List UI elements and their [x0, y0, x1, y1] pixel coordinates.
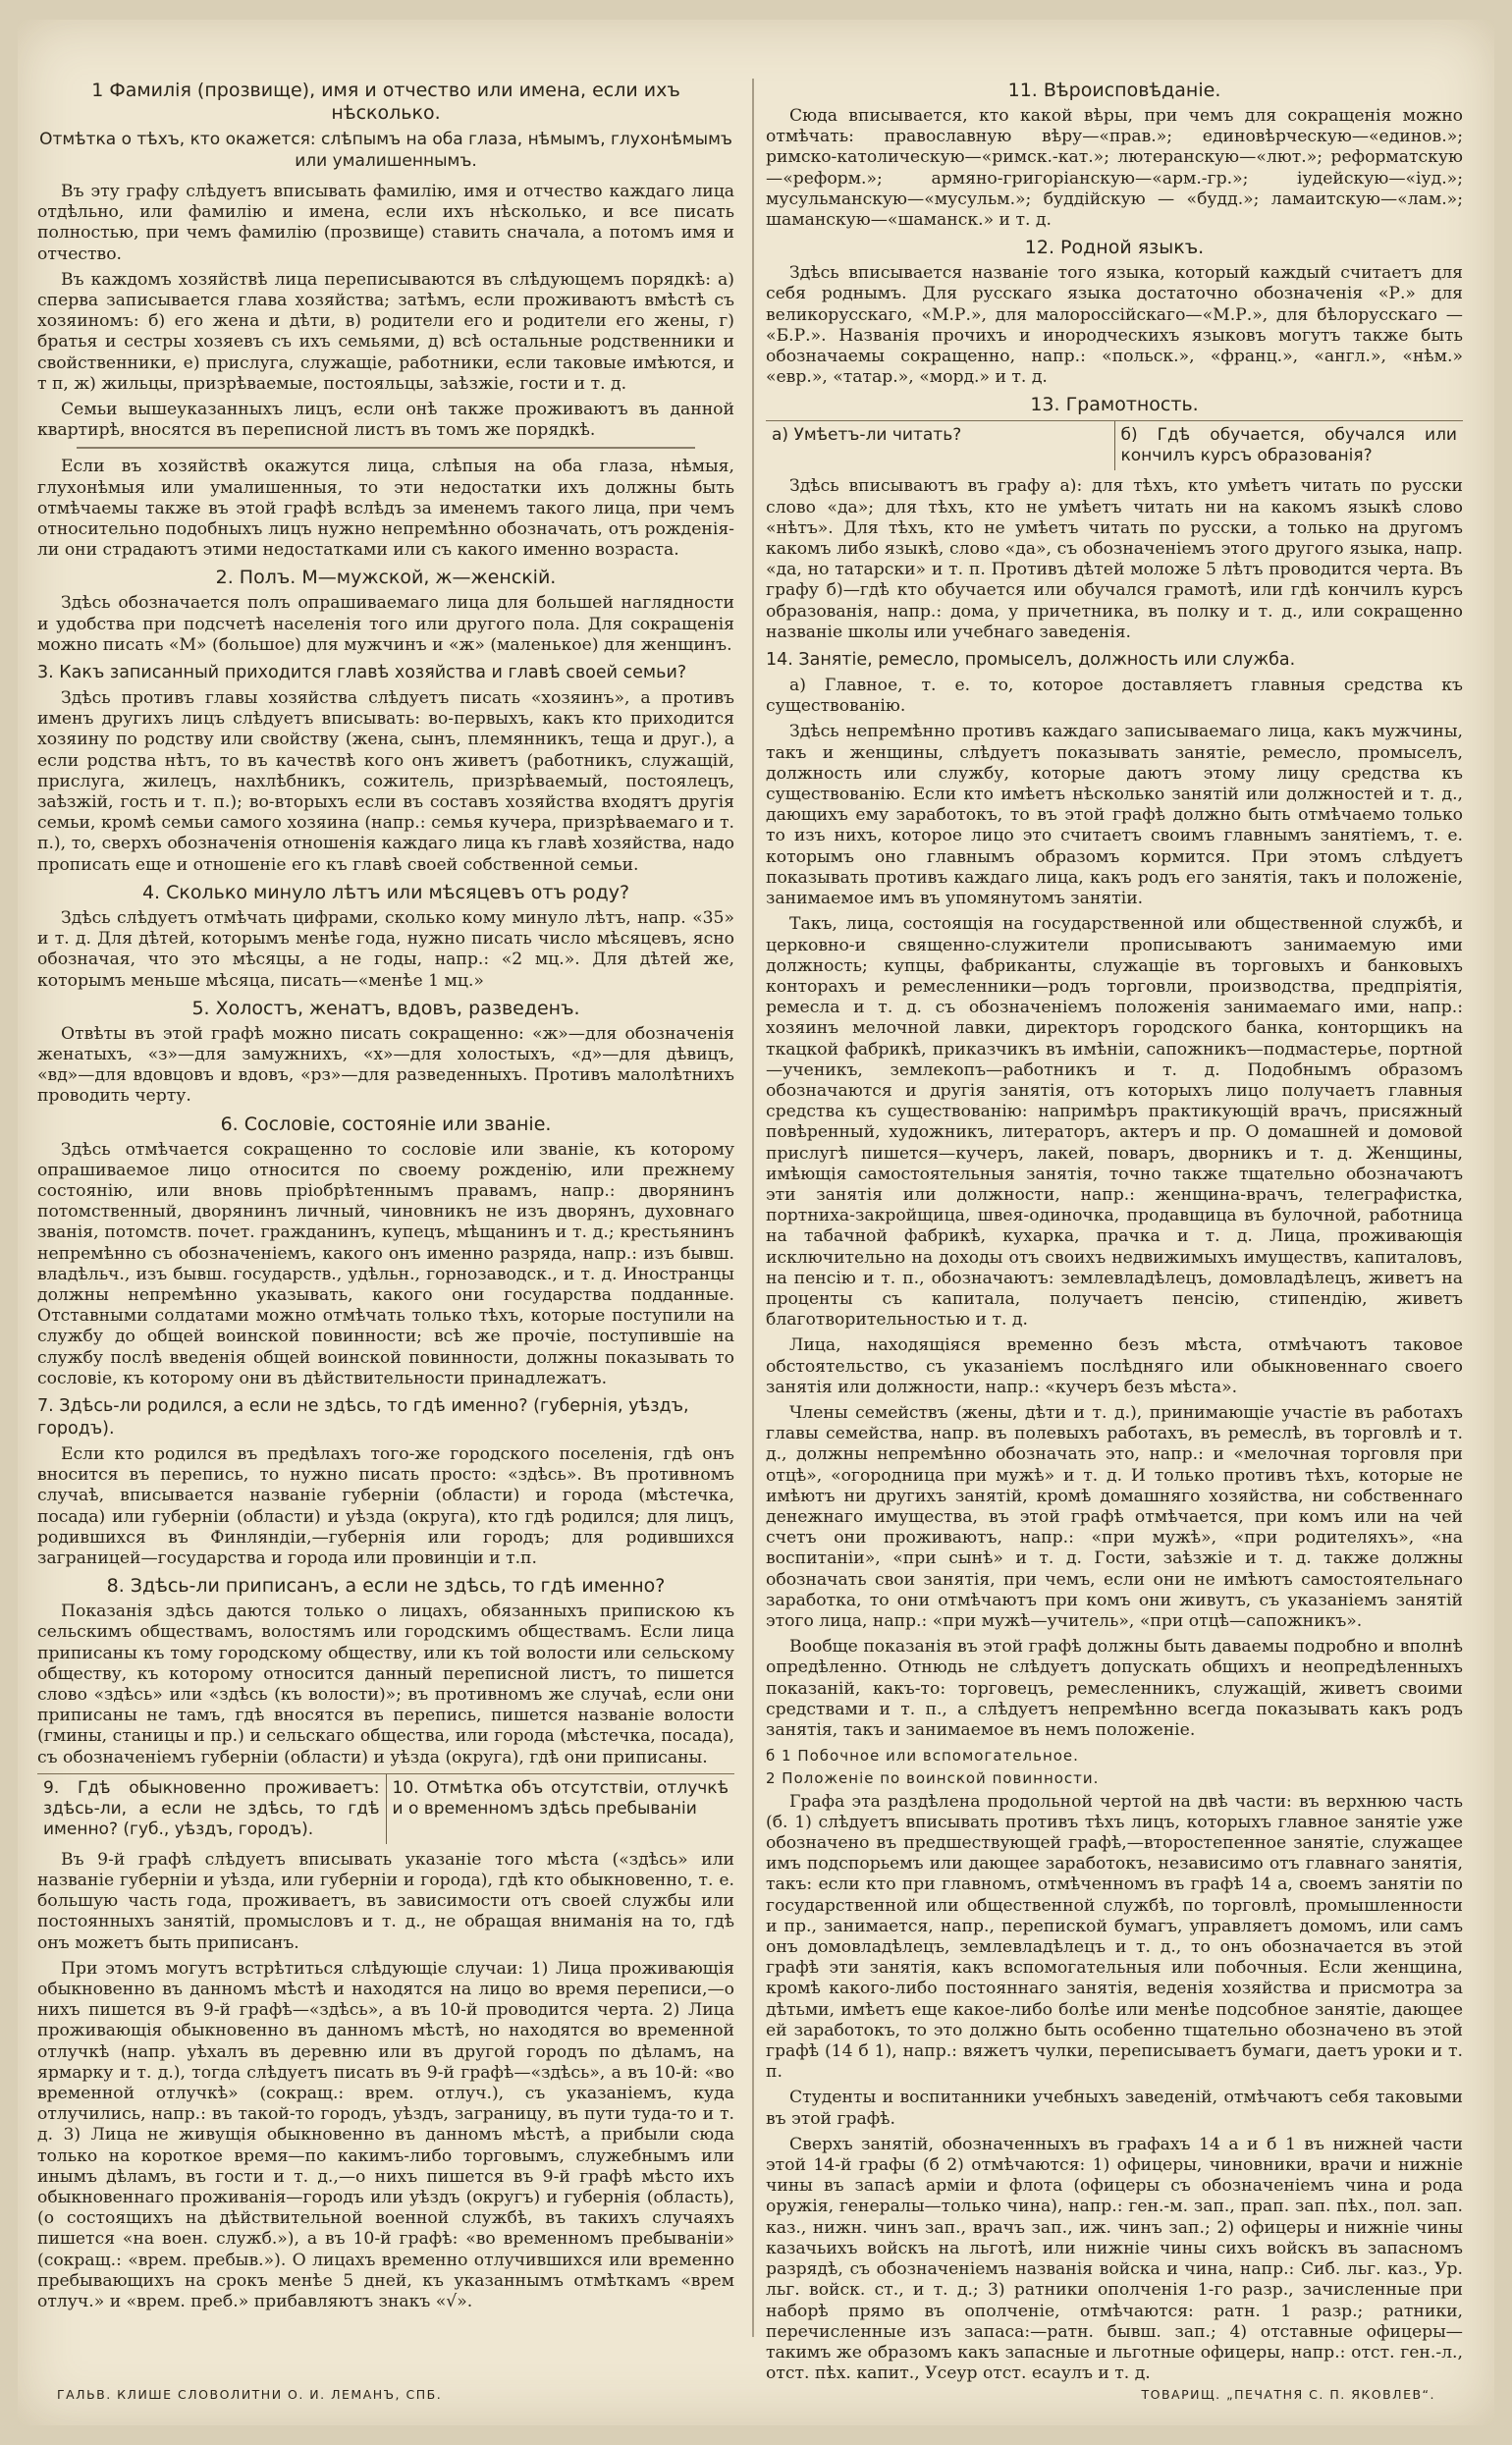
- section-14-title: 14. Занятіе, ремесло, промыселъ, должность или служба.: [766, 650, 1296, 671]
- printer-credit-left: ГАЛЬВ. КЛИШЕ СЛОВОЛИТНИ О. И. ЛЕМАНЪ, СПБ.: [57, 2387, 443, 2402]
- section-13-header: [766, 420, 1463, 470]
- left-column: [37, 74, 734, 2352]
- section-14-subheading-2: 2 Положеніе по воинской повинности.: [766, 1769, 1100, 1788]
- section-5-paragraph: Отвѣты въ этой графѣ можно писать сокращенно: «ж»—для обозначенія женатыхъ, «з»—для замужнихъ, «х»—для холостыхъ, «д»—для дѣвицъ, «вд»—для вдовцовъ и вдовъ, «рз»—для разведенныхъ. Противъ малолѣтнихъ проводить черту.: [37, 1023, 734, 1107]
- section-2-title: 2. Полъ. М—мужской, ж—женскій.: [215, 567, 557, 589]
- section-14-paragraph: Такъ, лица, состоящія на государственной или общественной службѣ, и церковно-и священно-служители прописываютъ занимаемую ими должность; купцы, фабриканты, служащіе въ торговыхъ и банковыхъ конторахъ и ремесленники—родъ торговли, производства, предпріятія, ремесла и т. д. съ обозначеніемъ положенія занимаемаго ими, напр.: хозяинъ мелочной лавки, директоръ городского банка, конторщикъ на ткацкой фабрикѣ, приказчикъ въ имѣніи, сапожникъ—подмастерье, портной—ученикъ, землекопъ—работникъ и т. д. Подобнымъ образомъ обозначаются и другія занятія, отъ которыхъ лицо получаетъ главныя средства къ существованію: напримѣръ практикующій врачъ, присяжный повѣренный, художникъ, литераторъ, актеръ и пр. О домашней и домовой прислугѣ пишется—кучеръ, лакей, поваръ, дворникъ и т. д. Женщины, имѣющія самостоятельныя занятія, точно также тщательно обозначаютъ эти занятія или должности, напр.: женщина-врачъ, телеграфистка, портниха-закройщица, швея-одиночка, продавщица въ булочной, работница на табачной фабрикѣ, кухарка, прачка и т. д. Лица, проживающія исключительно на доходы отъ своихъ недвижимыхъ имуществъ, капиталовъ, на пенсію и т. п., обозначаютъ: землевладѣлецъ, домовладѣлецъ, живетъ на проценты съ капитала, получаетъ пенсію, стипендію, живетъ благотворительностью и т. д.: [766, 914, 1463, 1331]
- column-divider: [752, 79, 754, 2337]
- section-1-paragraph: Если въ хозяйствѣ окажутся лица, слѣпыя на оба глаза, нѣмыя, глухонѣмыя или умалишенныя, то эти недостатки ихъ должны быть отмѣчаемы также въ этой графѣ вслѣдъ за именемъ такого лица, при чемъ относительно подобныхъ лицъ нужно непремѣнно обозначать, отъ рожденія-ли они страдаютъ этими недостатками или съ какого именно возраста.: [37, 457, 734, 561]
- separator: [77, 447, 695, 449]
- section-4-paragraph: Здѣсь слѣдуетъ отмѣчать цифрами, сколько кому минуло лѣтъ, напр. «35» и т. д. Для дѣтей, которымъ менѣе года, нужно писать число мѣсяцевъ, ясно обозначая, что это мѣсяцы, а не годы, напр.: «2 мц.». Для дѣтей же, которымъ меньше мѣсяца, писать—«менѣе 1 мц.»: [37, 907, 734, 991]
- section-9-paragraph: Въ 9-й графѣ слѣдуетъ вписывать указаніе того мѣста («здѣсь» или названіе губерніи и уѣзда, или губерніи и города), гдѣ кто обыкновенно, т. е. большую часть года, проживаетъ, въ зависимости отъ своей службы или постоянныхъ занятій, промысловъ и т. д., не обращая вниманія на то, гдѣ онъ можетъ быть приписанъ.: [37, 1849, 734, 1953]
- section-1-title: 1 Фамилія (прозвище), имя и отчество или имена, если ихъ нѣсколько.: [91, 80, 680, 124]
- section-5-title: 5. Холостъ, женатъ, вдовъ, разведенъ.: [191, 997, 580, 1019]
- section-1-paragraph: Въ эту графу слѣдуетъ вписывать фамилію, имя и отчество каждаго лица отдѣльно, или фамилію и имена, если ихъ нѣсколько, и все писать полностью, при чемъ фамилію (прозвище) ставить сначала, а потомъ имя и отчество.: [37, 182, 734, 264]
- section-14-paragraph: Здѣсь непремѣнно противъ каждаго записываемаго лица, какъ мужчины, такъ и женщины, слѣдуетъ показывать занятіе, ремесло, промыселъ, должность или службу, которые даютъ этому лицу средства къ существованію. Если кто имѣетъ нѣсколько занятій или должностей и т. д., дающихъ ему заработокъ, то въ этой графѣ должно быть отмѣчаемо только то изъ нихъ, которое лицо это считаетъ своимъ главнымъ занятіемъ, т. е. которымъ оно главнымъ образомъ кормится. При этомъ слѣдуетъ показывать противъ каждаго лица, какъ родъ его занятія, такъ и положеніе, занимаемое имъ въ упомянутомъ занятіи.: [766, 722, 1463, 909]
- section-14-paragraph: Сверхъ занятій, обозначенныхъ въ графахъ 14 а и б 1 въ нижней части этой 14-й графы (б 2) отмѣчаются: 1) офицеры, чиновники, врачи и нижніе чины въ запасѣ арміи и флота (офицеры съ обозначеніемъ чина и рода оружія, генералы—только чина), напр.: ген.-м. зап., прап. зап. пѣх., пол. зап. каз., нижн. чинъ зап., врачъ зап., иж. чинъ зап.; 2) офицеры и нижніе чины казачьихъ войскъ на льготѣ, или нижніе чины сихъ войскъ въ запасномъ разрядѣ, съ обозначеніемъ названія войска и чина, напр.: Сиб. льг. каз., Ур. льг. войск. ст., и т. д.; 3) ратники ополченія 1-го разр., зачисленные при наборѣ прямо въ ополченіе, отмѣчаются: ратн. 1 разр.; ратники, перечисленные изъ запаса:—ратн. бывш. зап.; 4) отставные офицеры—такимъ же образомъ какъ запасные и льготные офицеры, напр.: отст. ген.-л., отст. пѣх. капит., Усеур отст. есаулъ и т. д.: [766, 2134, 1463, 2384]
- section-14-paragraph: Графа эта раздѣлена продольной чертой на двѣ части: въ верхнюю часть (б. 1) слѣдуетъ вписывать противъ тѣхъ лицъ, которыхъ главное занятіе уже обозначено въ предшествующей графѣ,—второстепенное занятіе, служащее имъ подспорьемъ или дающее заработокъ, независимо отъ главнаго занятія, такъ: если кто при главномъ, отмѣченномъ въ графѣ 14 а, своемъ занятіи по государственной или общественной службѣ, по торговлѣ, промышленности и пр., занимается, напр., перепиской бумагъ, управляетъ домомъ, или самъ онъ домовладѣлецъ, землевладѣлецъ и т. д., то онъ обозначается въ этой графѣ эти занятія, какъ вспомогательныя или побочныя. Если женщина, кромѣ какого-либо постояннаго занятія, веденія хозяйства и присмотра за дѣтьми, имѣетъ еще какое-либо болѣе или менѣе подсобное занятіе, дающее ей заработокъ, то это должно быть особенно тщательно обозначено въ этой графѣ (14 б 1), напр.: вяжетъ чулки, переписываетъ бумаги, даетъ уроки и т. п.: [766, 1791, 1463, 2083]
- section-1-paragraph: Семьи вышеуказанныхъ лицъ, если онѣ также проживаютъ въ данной квартирѣ, вносятся въ переписной листъ въ томъ же порядкѣ.: [37, 400, 734, 441]
- section-6-title: 6. Сословіе, состояніе или званіе.: [220, 1113, 552, 1135]
- section-14-paragraph: Лица, находящіяся временно безъ мѣста, отмѣчаютъ таковое обстоятельство, съ указаніемъ послѣдняго или обыкновеннаго своего занятія или должности, напр.: «кучеръ безъ мѣста».: [766, 1335, 1463, 1397]
- section-7-paragraph: Если кто родился въ предѣлахъ того-же городского поселенія, гдѣ онъ вносится въ перепись, то нужно писать просто: «здѣсь». Въ противномъ случаѣ, вписывается названіе губерніи (области) и города (мѣстечка, посада) или губерніи (области) и уѣзда (округа), кто гдѣ родился; для лицъ, родившихся въ Финляндіи,—губернія или городъ; для родившихся заграницей—государства и города или провинціи и т.п.: [37, 1443, 734, 1568]
- section-8-title: 8. Здѣсь-ли приписанъ, а если не здѣсь, то гдѣ именно?: [106, 1575, 666, 1598]
- section-12-title: 12. Родной языкъ.: [1024, 237, 1205, 259]
- section-13-paragraph: Здѣсь вписываютъ въ графу а): для тѣхъ, кто умѣетъ читать по русски слово «да»; для тѣхъ, кто не умѣетъ читать ни на какомъ языкѣ слово «нѣтъ». Для тѣхъ, кто не умѣетъ читать по русски, а только на другомъ какомъ либо языкѣ, слово «да», съ обозначеніемъ этого другого языка, напр. «да, но татарски» и т. п. Противъ дѣтей моложе 5 лѣтъ проводится черта. Въ графу б)—гдѣ кто обучается или обучался грамотѣ, или гдѣ кончилъ курсъ образованія, напр.: дома, у причетника, въ полку и т. д., или сокращенно названіе школы или учебнаго заведенія.: [766, 476, 1463, 642]
- section-12-paragraph: Здѣсь вписывается названіе того языка, который каждый считаетъ для себя роднымъ. Для русскаго языка достаточно обозначенія «Р.» для великорусскаго, «М.Р.», для малороссійскаго—«М.Р.», для бѣлорусскаго — «Б.Р.». Названія прочихъ и инородческихъ языковъ могутъ также быть обозначаемы сокращенно, напр.: «польск.», «франц.», «англ.», «нѣм.» «евр.», «татар.», «морд.» и т. д.: [766, 263, 1463, 388]
- section-11-paragraph: Сюда вписывается, кто какой вѣры, при чемъ для сокращенія можно отмѣчать: православную вѣру—«прав.»; единовѣрческую—«единов.»; римско-католическую—«римск.-кат.»; лютеранскую—«лют.»; реформатскую—«реформ.»; армяно-григоріанскую—«арм.-гр.»; іудейскую—«іуд.»; мусульманскую—«мусульм.»; буддійскую — «будд.»; ламаитскую—«лам.»; шаманскую—«шаманск.» и т. д.: [766, 106, 1463, 231]
- census-instruction-sheet: [18, 20, 1494, 2425]
- sections-9-10-header: [37, 1773, 734, 1844]
- section-1-subtitle: Отмѣтка о тѣхъ, кто окажется: слѣпымъ на оба глаза, нѣмымъ, глухонѣмымъ или умалишеннымъ.: [39, 130, 732, 171]
- section-14-subheading-1: б 1 Побочное или вспомогательное.: [766, 1747, 1079, 1766]
- section-9-paragraph: При этомъ могутъ встрѣтиться слѣдующіе случаи: 1) Лица проживающія обыкновенно въ данномъ мѣстѣ и находятся на лицо во время переписи,—о нихъ пишется въ 9-й графѣ—«здѣсь», а въ 10-й проводится черта. 2) Лица проживающія обыкновенно въ данномъ мѣстѣ, но находятся во временной отлучкѣ (напр. уѣхалъ въ деревню или въ другой городъ по дѣламъ, на ярмарку и т. д.), тогда слѣдуетъ писать въ 9-й графѣ—«здѣсь», а въ 10-й: «во временной отлучкѣ» (сокращ.: врем. отлуч.), съ указаніемъ, куда отлучились, напр.: въ такой-то городъ, уѣздъ, заграницу, въ пути туда-то и т. д. 3) Лица не живущія обыкновенно въ данномъ мѣстѣ, а прибыли сюда только на короткое время—по какимъ-либо торговымъ, служебнымъ или инымъ дѣламъ, въ гости и т. д.,—о нихъ пишется въ 9-й графѣ мѣсто ихъ обыкновеннаго проживанія—городъ или уѣздъ (округъ) и губернія (область), (о состоящихъ на дѣйствительной военной службѣ, въ такихъ случаяхъ пишется «на воен. служб.»), а въ 10-й графѣ: «во временномъ пребываніи» (сокращ.: «врем. пребыв.»). О лицахъ временно отлучившихся или временно пребывающихъ на срокъ менѣе 5 дней, къ указаннымъ отмѣткамъ «врем отлуч.» и «врем. преб.» прибавляютъ знакъ «√».: [37, 1958, 734, 2312]
- section-1-paragraph: Въ каждомъ хозяйствѣ лица переписываются въ слѣдующемъ порядкѣ: а) сперва записывается глава хозяйства; затѣмъ, если проживаютъ вмѣстѣ съ хозяиномъ: б) его жена и дѣти, в) родители его и родители его жены, г) братья и сестры хозяевъ съ ихъ семьями, д) всѣ остальные родственники и свойственники, е) прислуга, служащіе, работники, если таковые имѣются, и т п, ж) жильцы, призрѣваемые, постояльцы, заѣзжіе, гости и т. д.: [37, 269, 734, 394]
- section-11-title: 11. Вѣроисповѣданіе.: [1007, 80, 1221, 101]
- section-4-title: 4. Сколько минуло лѣтъ или мѣсяцевъ отъ роду?: [141, 881, 630, 903]
- section-3-title: 3. Какъ записанный приходится главѣ хозяйства и главѣ своей семьи?: [37, 663, 687, 683]
- section-13a-title: а) Умѣетъ-ли читать?: [772, 425, 962, 446]
- section-13-title: 13. Грамотность.: [1030, 394, 1199, 416]
- right-column: [766, 74, 1463, 2384]
- section-14-paragraph: Члены семействъ (жены, дѣти и т. д.), принимающіе участіе въ работахъ главы семейства, напр. въ полевыхъ работахъ, въ ремеслѣ, въ торговлѣ и т. д., должны непремѣнно обозначать это, напр.: и «мелочная торговля при отцѣ», «огородница при мужѣ» и т. д. И только противъ тѣхъ, которые не имѣютъ ни другихъ занятій, кромѣ домашняго хозяйства, ни собственнаго денежнаго имущества, въ этой графѣ отмѣчается, при комъ или на чей счетъ они проживаютъ, напр.: «при мужѣ», «при родителяхъ», «на воспитаніи», «при сынѣ» и т. д. Гости, заѣзжіе и т. д. также должны обозначать свои занятія, при чемъ, если они не имѣютъ самостоятельнаго заработка, то они отмѣчаютъ при комъ они живутъ, съ указаніемъ занятій этого лица, напр.: «при мужѣ—учитель», «при отцѣ—сапожникъ».: [766, 1402, 1463, 1631]
- section-2-paragraph: Здѣсь обозначается полъ опрашиваемаго лица для большей наглядности и удобства при подсчетѣ населенія того или другого пола. Для сокращенія можно писать «М» (большое) для мужчинъ и «ж» (маленькое) для женщинъ.: [37, 593, 734, 655]
- section-3-paragraph: Здѣсь противъ главы хозяйства слѣдуетъ писать «хозяинъ», а противъ именъ другихъ лицъ слѣдуетъ вписывать: во-первыхъ, какъ кто приходится хозяину по родству или свойству (жена, сынъ, племянникъ, теща и друг.), а если родства нѣтъ, то въ качествѣ кого онъ живетъ (работникъ, служащій, прислуга, жилецъ, нахлѣбникъ, сожитель, призрѣваемый, постоялецъ, заѣзжій, гость и т. п.); во-вторыхъ если въ составъ хозяйства входятъ другія семьи, кромѣ семьи самого хозяина (напр.: семья кучера, призрѣваемаго и т. п.), то, сверхъ обозначенія отношенія каждаго лица къ главѣ хозяйства, надо прописать еще и отношеніе его къ главѣ своей собственной семьи.: [37, 688, 734, 875]
- section-14-paragraph: Студенты и воспитанники учебныхъ заведеній, отмѣчаютъ себя таковыми въ этой графѣ.: [766, 2088, 1463, 2129]
- section-14-subtitle: а) Главное, т. е. то, которое доставляетъ главныя средства къ существованію.: [766, 676, 1463, 717]
- section-10-title: 10. Отмѣтка объ отсутствіи, отлучкѣ и о временномъ здѣсь пребываніи: [386, 1774, 735, 1844]
- section-14-paragraph: Вообще показанія въ этой графѣ должны быть даваемы подробно и вполнѣ опредѣленно. Отнюдь не слѣдуетъ допускать общихъ и неопредѣленныхъ показаній, какъ-то: торговецъ, ремесленникъ, служащій, живетъ своими средствами и т. п., а слѣдуетъ непремѣнно всегда показывать какъ родъ занятія, такъ и занимаемое въ немъ положеніе.: [766, 1637, 1463, 1741]
- section-13b-title: б) Гдѣ обучается, обучался или кончилъ курсъ образованія?: [1114, 421, 1464, 470]
- section-9-title: 9. Гдѣ обыкновенно проживаетъ: здѣсь-ли, а если не здѣсь, то гдѣ именно? (губ., уѣздъ, городъ).: [43, 1777, 380, 1839]
- section-6-paragraph: Здѣсь отмѣчается сокращенно то сословіе или званіе, къ которому опрашиваемое лицо относится по своему рожденію, или прежнему состоянію, или вновь пріобрѣтеннымъ правамъ, напр.: дворянинъ потомственный, дворянинъ личный, чиновникъ не изъ дворянъ, духовнаго званія, потомств. почет. гражданинъ, купецъ, мѣщанинъ и т. д.; крестьянинъ непремѣнно съ обозначеніемъ, какого онъ именно разряда, напр.: изъ бывш. владѣльч., изъ бывш. государств., удѣльн., горнозаводск., и т. д. Иностранцы должны непремѣнно указывать, какого они государства подданные. Отставными солдатами можно отмѣчать только тѣхъ, которые поступили на службу до общей воинской повинности; всѣ же прочіе, поступившіе на службу послѣ введенія общей воинской повинности, должны показывать то сословіе, къ которому они въ дѣйствительности принадлежатъ.: [37, 1139, 734, 1388]
- section-7-title: 7. Здѣсь-ли родился, а если не здѣсь, то гдѣ именно? (губернія, уѣздъ, городъ).: [37, 1395, 689, 1439]
- printer-credit-right: ТОВАРИЩ. „ПЕЧАТНЯ С. П. ЯКОВЛЕВ“.: [1141, 2387, 1435, 2402]
- section-8-paragraph: Показанія здѣсь даются только о лицахъ, обязанныхъ припискою къ сельскимъ обществамъ, волостямъ или городскимъ обществамъ. Если лица приписаны къ тому городскому обществу, или къ той волости или сельскому обществу, къ которому относится данный переписной листъ, то пишется слово «здѣсь» или «здѣсь (къ волости)»; въ противномъ же случаѣ, если они приписаны не тамъ, гдѣ вносятся въ перепись, пишется названіе волости (гмины, станицы и пр.) и сельскаго общества, или города (мѣстечка, посада), съ обозначеніемъ губерніи (области) и уѣзда (округа), гдѣ они приписаны.: [37, 1602, 734, 1767]
